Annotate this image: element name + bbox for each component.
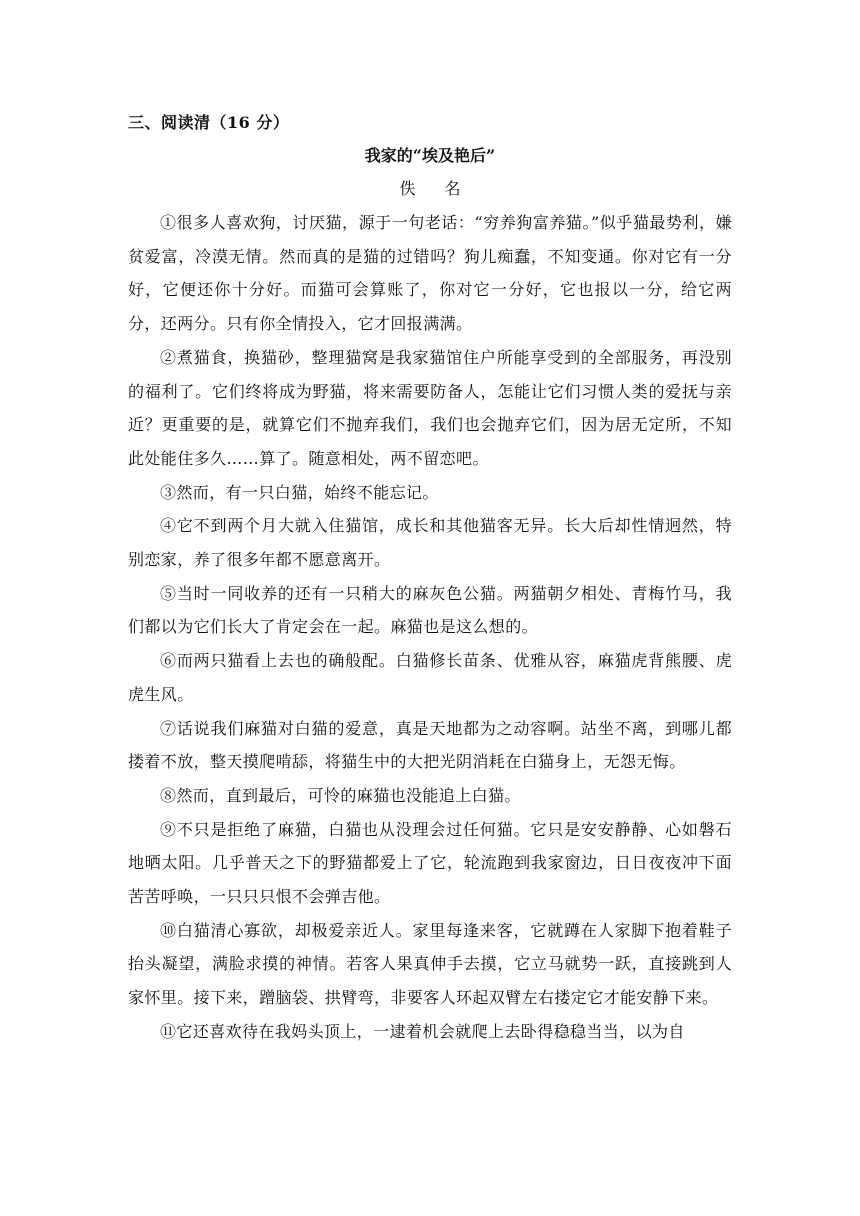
paragraph-11: ⑪它还喜欢待在我妈头顶上，一逮着机会就爬上去卧得稳稳当当，以为自: [160, 1021, 685, 1041]
article-author: 佚 名: [399, 179, 473, 198]
paragraph-1: ①很多人喜欢狗，讨厌猫，源于一句老话：“穷养狗富养猫。”似乎猫最势利，嫌贫爱富，冷漠无情。然而真的是猫的过错吗？狗儿痴蠢，不知变通。你对它有一分好，它便还你十分好。而猫可会算账了，你对它一分好，它也报以一分，给它两分，还两分。只有你全情投入，它才回报满满。: [128, 213, 732, 334]
paragraph-10: ⑩白猫清心寡欲，却极爱亲近人。家里每逢来客，它就蹲在人家脚下抱着鞋子抬头凝望，满脸求摸的神情。若客人果真伸手去摸，它立马就势一跃，直接跳到人家怀里。接下来，蹭脑袋、拱臂弯，非要客人环起双臂左右搂定它才能安静下来。: [128, 920, 732, 1008]
article-body: [128, 206, 732, 1049]
paragraph-9: ⑨不只是拒绝了麻猫，白猫也从没理会过任何猫。它只是安安静静、心如磐石地晒太阳。几乎普天之下的野猫都爱上了它，轮流跑到我家窗边，日日夜夜冲下面苦苦呼唤，一只只只恨不会弹吉他。: [128, 819, 732, 907]
paragraph-3: ③然而，有一只白猫，始终不能忘记。: [160, 482, 439, 502]
paragraph-2: ②煮猫食，换猫砂，整理猫窝是我家猫馆住户所能享受到的全部服务，再没别的福利了。它们终将成为野猫，将来需要防备人，怎能让它们习惯人类的爱抚与亲近？更重要的是，就算它们不抛弃我们，我们也会抛弃它们，因为居无定所，不知此处能住多久……算了。随意相处，两不留恋吧。: [128, 347, 732, 468]
paragraph-4: ④它不到两个月大就入住猫馆，成长和其他猫客无异。长大后却性情迥然，特别恋家，养了很多年都不愿意离开。: [128, 516, 732, 570]
section-heading: 三、阅读清（16 分）: [128, 113, 290, 132]
paragraph-8: ⑧然而，直到最后，可怜的麻猫也没能追上白猫。: [160, 785, 521, 805]
article-title: 我家的“埃及艳后”: [364, 146, 496, 165]
paragraph-5: ⑤当时一同收养的还有一只稍大的麻灰色公猫。两猫朝夕相处、青梅竹马，我们都以为它们长大了肯定会在一起。麻猫也是这么想的。: [128, 583, 732, 637]
paragraph-7: ⑦话说我们麻猫对白猫的爱意，真是天地都为之动容啊。站坐不离，到哪儿都搂着不放，整天摸爬啃舔，将猫生中的大把光阴消耗在白猫身上，无怨无悔。: [128, 718, 732, 772]
paragraph-6: ⑥而两只猫看上去也的确般配。白猫修长苗条、优雅从容，麻猫虎背熊腰、虎虎生风。: [128, 651, 732, 704]
